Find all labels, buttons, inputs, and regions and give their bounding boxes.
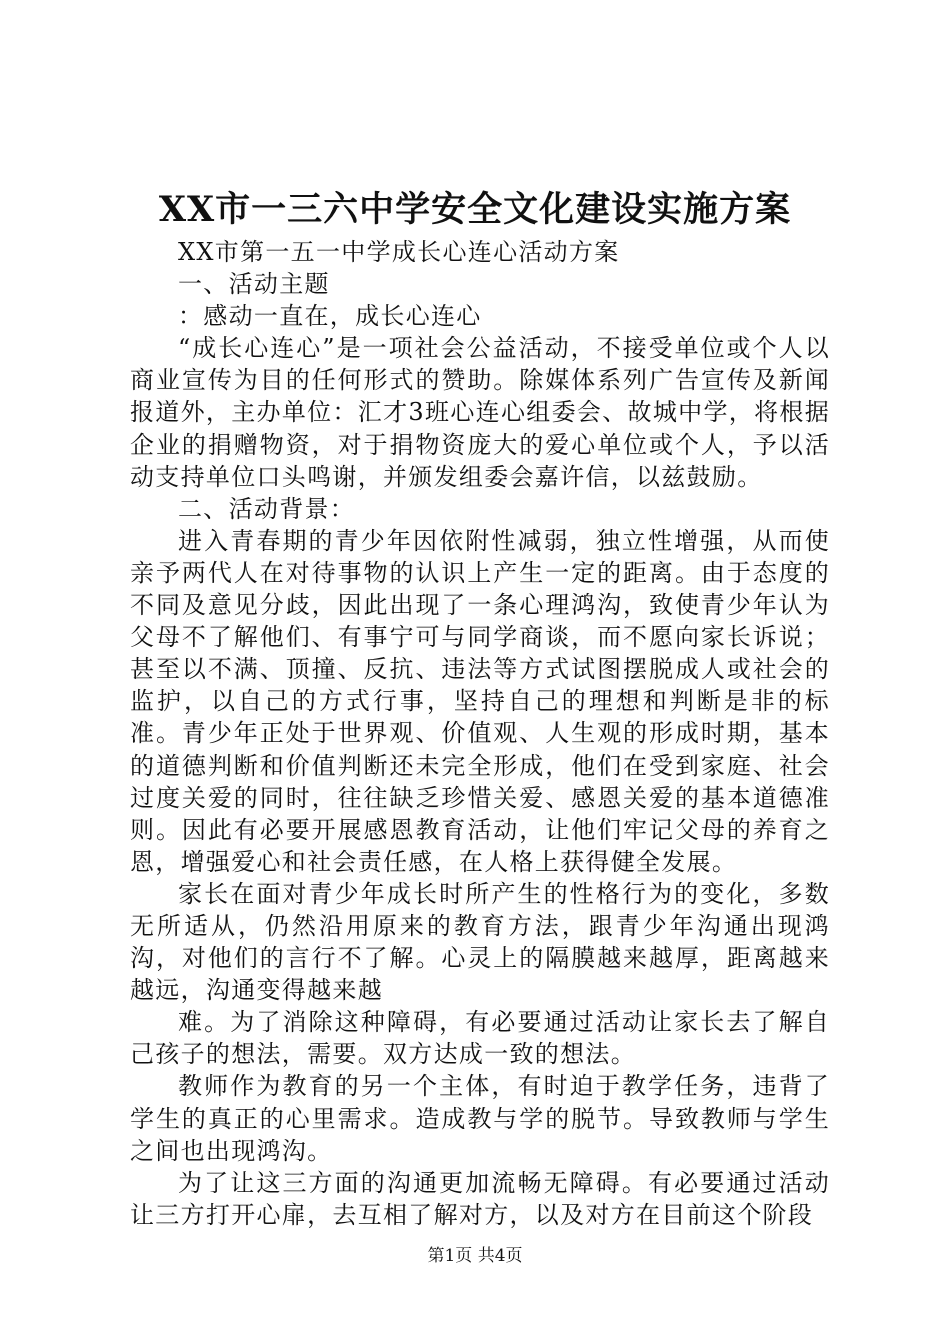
paragraph-body: 为了让这三方面的沟通更加流畅无障碍。有必要通过活动让三方打开心扉，去互相了解对方，以及对方在目前这个阶段 (130, 1168, 830, 1229)
paragraph-section-heading: 一、活动主题 (178, 270, 330, 299)
paragraph-body: 进入青春期的青少年因依附性减弱，独立性增强，从而使亲予两代人在对待事物的认识上产生一定的距离。由于态度的不同及意见分歧，因此出现了一条心理鸿沟，致使青少年认为父母不了解他们、有事宁可与同学商谈，而不愿向家长诉说；甚至以不满、顶撞、反抗、违法等方式试图摆脱成人或社会的监护，以自己的方式行事，坚持自己的理想和判断是非的标准。青少年正处于世界观、价值观、人生观的形成时期，基本的道德判断和价值判断还未完全形成，他们在受到家庭、社会过度关爱的同时，往往缺乏珍惜关爱、感恩关爱的基本道德准则。因此有必要开展感恩教育活动，让他们牢记父母的养育之恩，增强爱心和社会责任感，在人格上获得健全发展。 (130, 526, 830, 876)
document-body (130, 236, 830, 1231)
paragraph-body: 难。为了消除这种障碍，有必要通过活动让家长去了解自己孩子的想法，需要。双方达成一致的想法。 (130, 1008, 830, 1069)
page-number-footer: 第1页 共4页 (427, 1246, 523, 1266)
paragraph-section-heading: 二、活动背景： (178, 494, 356, 523)
paragraph-body: 教师作为教育的另一个主体，有时迫于教学任务，违背了学生的真正的心里需求。造成教与学的脱节。导致教师与学生之间也出现鸿沟。 (130, 1072, 830, 1165)
paragraph-body: “成长心连心”是一项社会公益活动，不接受单位或个人以商业宣传为目的任何形式的赞助。除媒体系列广告宣传及新闻报道外，主办单位：汇才3班心连心组委会、故城中学，将根据企业的捐赠物资，对于捐物资庞大的爱心单位或个人，予以活动支持单位口头鸣谢，并颁发组委会嘉许信，以兹鼓励。 (130, 334, 830, 491)
paragraph-subtitle: XX市第一五一中学成长心连心活动方案 (178, 238, 620, 266)
paragraph-body: 家长在面对青少年成长时所产生的性格行为的变化，多数无所适从，仍然沿用原来的教育方法，跟青少年沟通出现鸿沟，对他们的言行不了解。心灵上的隔膜越来越厚，距离越来越远，沟通变得越来越 (130, 879, 830, 1005)
document-title: XX市一三六中学安全文化建设实施方案 (158, 189, 792, 230)
paragraph-theme: ：感动一直在，成长心连心 (178, 302, 482, 331)
